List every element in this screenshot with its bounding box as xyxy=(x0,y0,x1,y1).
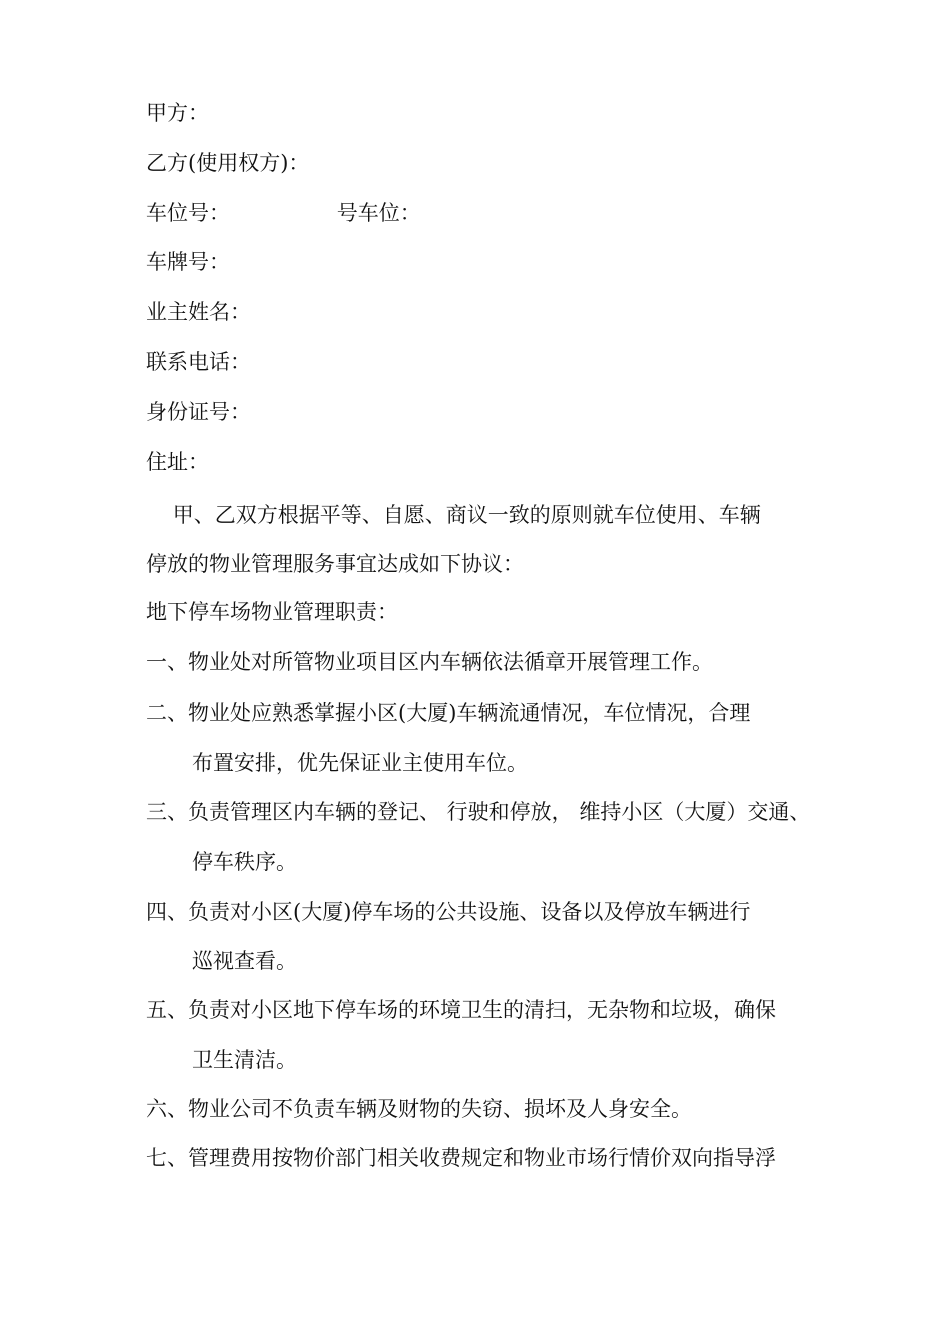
intro-line-2: 停放的物业管理服务事宜达成如下协议： xyxy=(146,552,524,576)
intro-line-1: 甲、乙双方根据平等、自愿、商议一致的原则就车位使用、车辆 xyxy=(146,503,761,527)
parking-space-field: 车位号： 号车位： xyxy=(146,201,421,225)
phone-field: 联系电话： xyxy=(146,350,251,374)
clause-4-continuation: 巡视查看。 xyxy=(192,949,297,973)
clause-2: 二、物业处应熟悉掌握小区(大厦)车辆流通情况，车位情况，合理 xyxy=(146,701,751,725)
plate-number-field: 车牌号： xyxy=(146,250,230,274)
clause-3-continuation: 停车秩序。 xyxy=(192,850,297,874)
address-field: 住址： xyxy=(146,450,209,474)
owner-name-field: 业主姓名： xyxy=(146,300,251,324)
clause-5-continuation: 卫生清洁。 xyxy=(192,1048,297,1072)
party-b-field: 乙方(使用权方)： xyxy=(146,151,310,175)
clause-7: 七、管理费用按物价部门相关收费规定和物业市场行情价双向指导浮 xyxy=(146,1146,776,1170)
clause-4: 四、负责对小区(大厦)停车场的公共设施、设备以及停放车辆进行 xyxy=(146,900,751,924)
clause-6: 六、物业公司不负责车辆及财物的失窃、损坏及人身安全。 xyxy=(146,1097,692,1121)
section-title: 地下停车场物业管理职责： xyxy=(146,600,398,624)
clause-1: 一、物业处对所管物业项目区内车辆依法循章开展管理工作。 xyxy=(146,650,713,674)
clause-5: 五、负责对小区地下停车场的环境卫生的清扫，无杂物和垃圾，确保 xyxy=(146,998,776,1022)
clause-3: 三、负责管理区内车辆的登记、 行驶和停放， 维持小区（大厦）交通、 xyxy=(146,800,811,824)
id-number-field: 身份证号： xyxy=(146,400,251,424)
clause-2-continuation: 布置安排，优先保证业主使用车位。 xyxy=(192,751,528,775)
party-a-field: 甲方： xyxy=(146,101,209,125)
